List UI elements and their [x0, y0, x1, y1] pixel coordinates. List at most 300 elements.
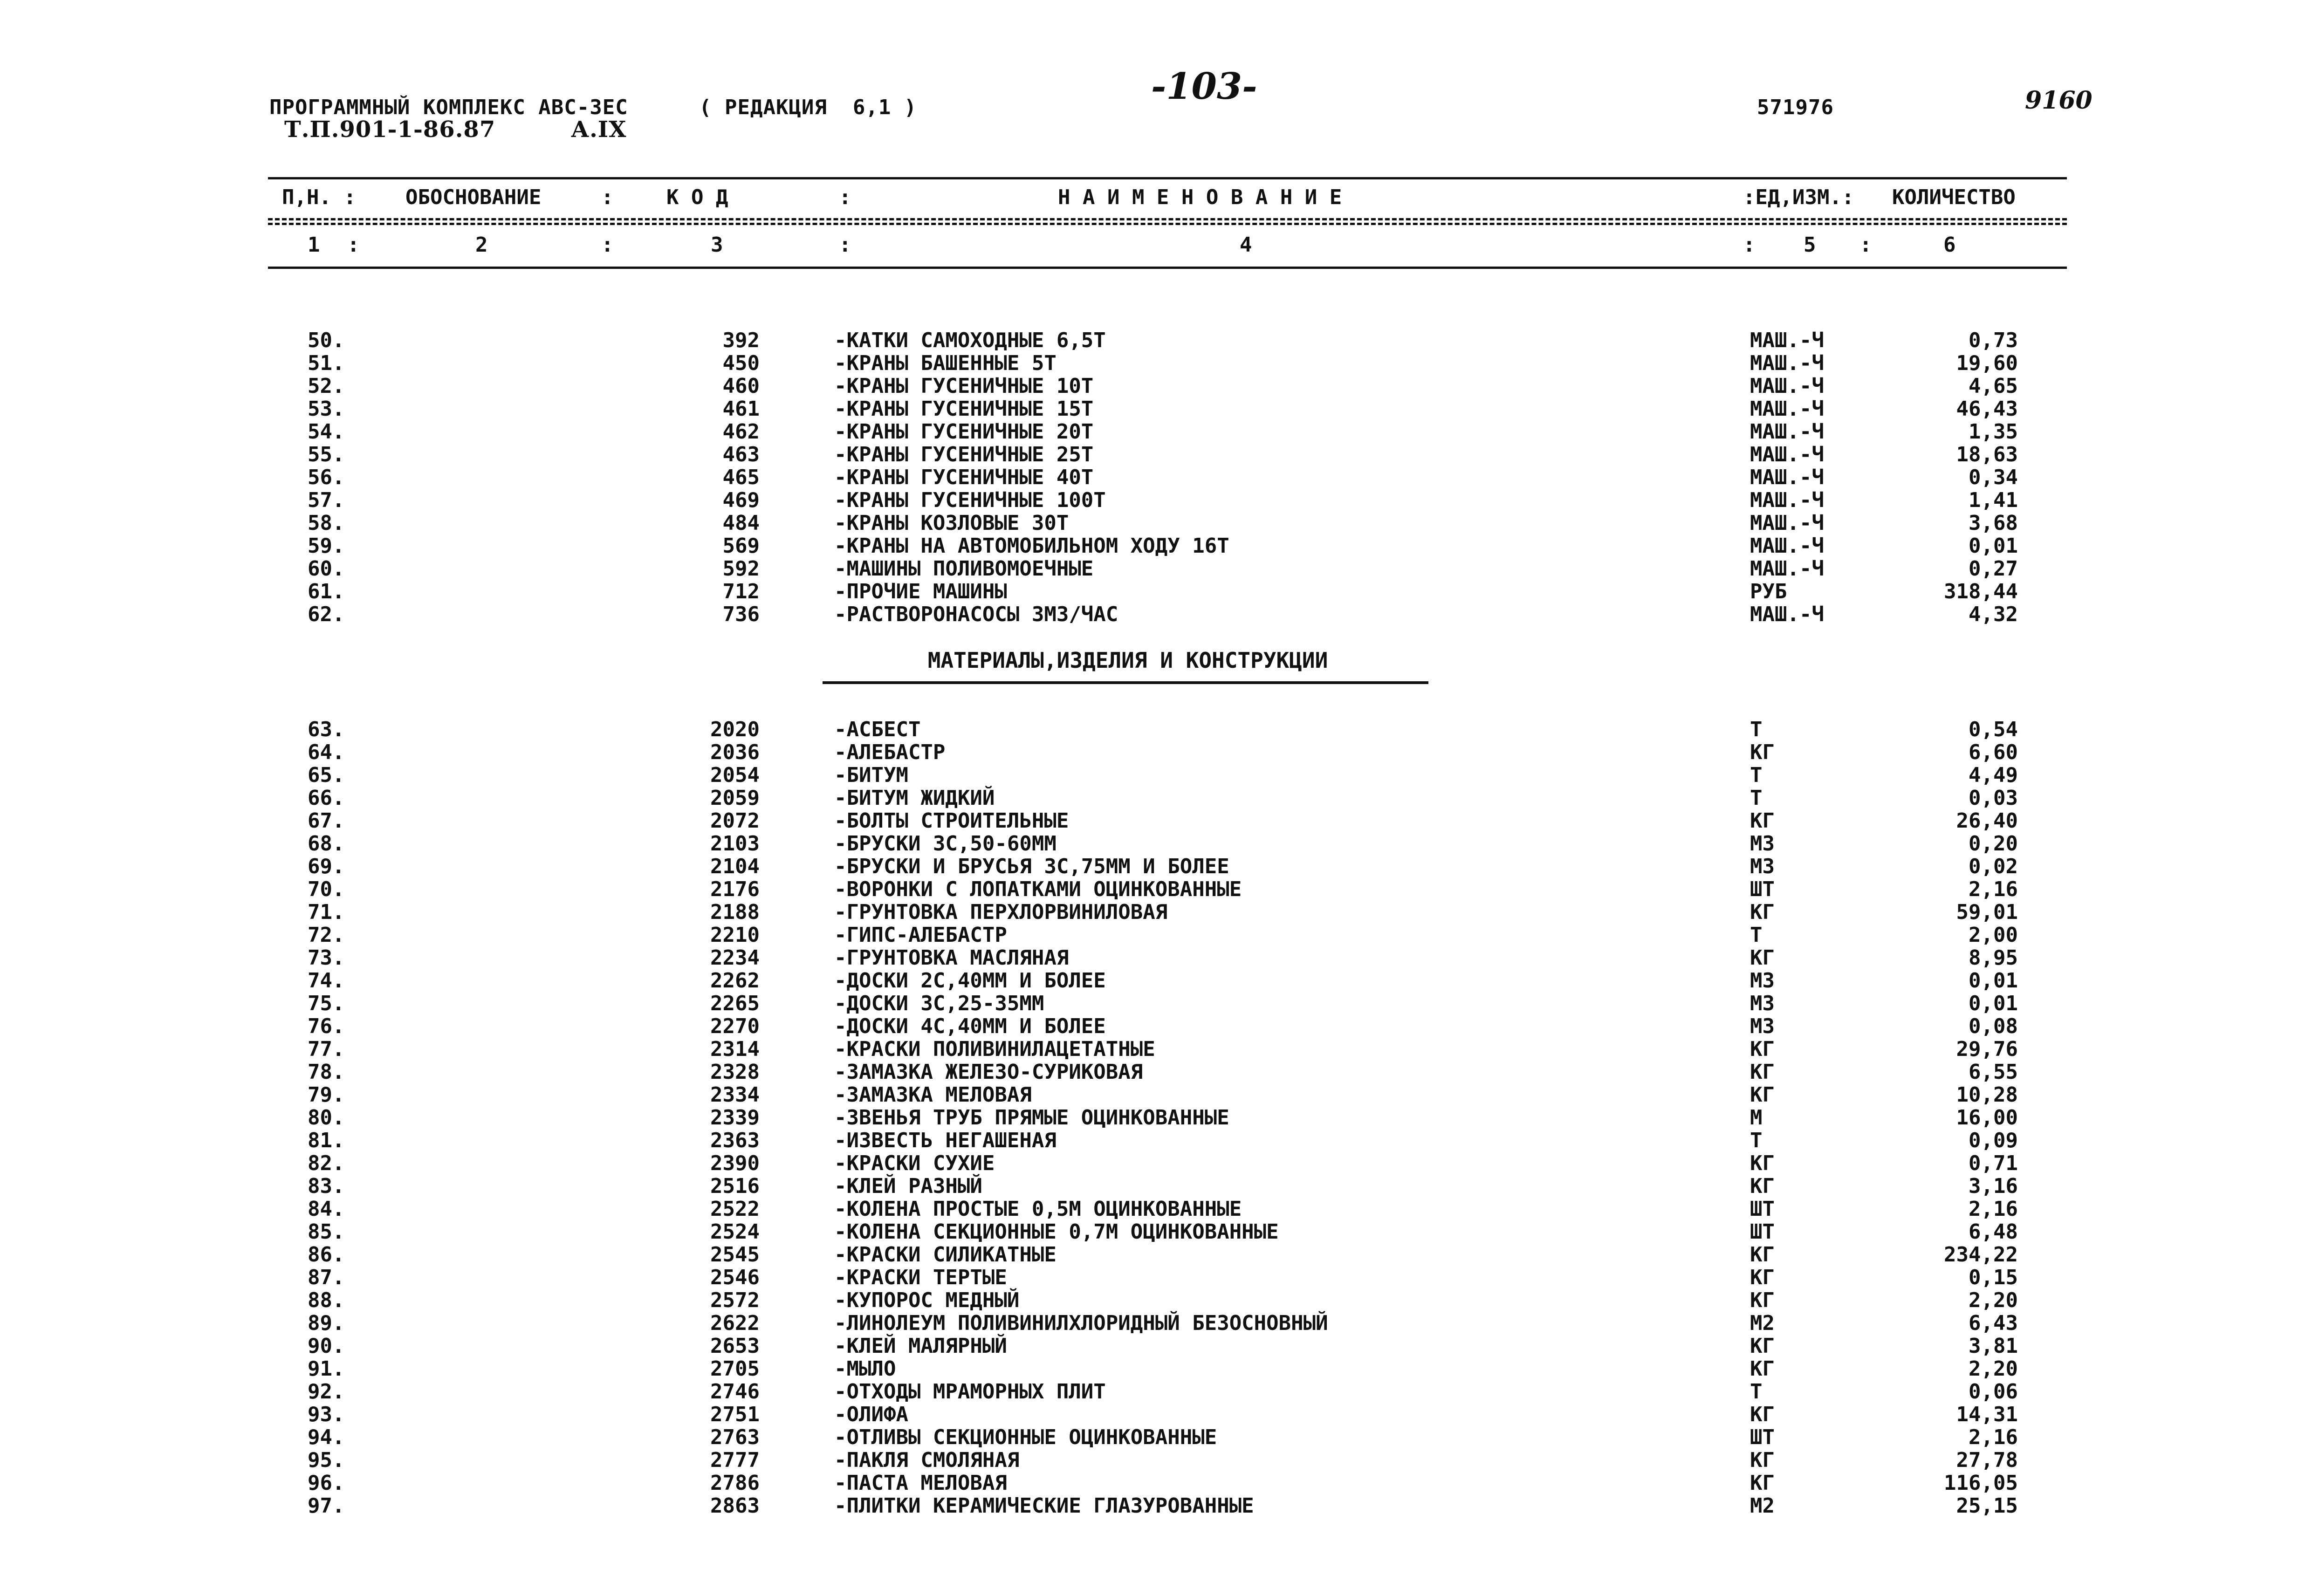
table-row [0, 1014, 2312, 1038]
row-quantity: 0,01 [1969, 992, 2018, 1015]
row-code: 2188 [710, 900, 760, 924]
row-number: 81. [308, 1129, 345, 1152]
row-name: -КЛЕЙ МАЛЯРНЫЙ [834, 1334, 1007, 1358]
table-row [0, 397, 2312, 420]
row-unit: КГ [1750, 1357, 1775, 1381]
table-row [0, 923, 2312, 946]
row-name: -АСБЕСТ [834, 718, 921, 741]
row-number: 74. [308, 969, 345, 993]
row-code: 463 [722, 443, 760, 466]
row-number: 68. [308, 832, 345, 856]
row-code: 2210 [710, 923, 760, 947]
row-unit: М2 [1750, 1311, 1775, 1335]
col-sep: : [1743, 233, 1756, 257]
row-quantity: 19,60 [1956, 351, 2018, 375]
table-row [0, 1448, 2312, 1472]
section-title: МАТЕРИАЛЫ,ИЗДЕЛИЯ И КОНСТРУКЦИИ [927, 648, 1328, 673]
row-number: 54. [308, 420, 345, 444]
table-row [0, 1471, 2312, 1494]
row-code: 484 [722, 511, 760, 535]
row-number: 58. [308, 511, 345, 535]
col-sep: : [347, 233, 360, 257]
row-number: 71. [308, 900, 345, 924]
row-name: -КРАНЫ БАШЕННЫЕ 5Т [834, 351, 1057, 375]
row-number: 59. [308, 534, 345, 558]
table-row [0, 603, 2312, 626]
row-name: -ПРОЧИЕ МАШИНЫ [834, 580, 1007, 603]
row-number: 55. [308, 443, 345, 466]
table-row [0, 1494, 2312, 1517]
row-quantity: 0,73 [1969, 329, 2018, 352]
table-row [0, 855, 2312, 878]
row-code: 2270 [710, 1014, 760, 1038]
row-name: -МЫЛО [834, 1357, 896, 1381]
row-unit: Т [1750, 923, 1763, 947]
row-code: 2522 [710, 1197, 760, 1221]
row-name: -ДОСКИ 3С,25-35ММ [834, 992, 1044, 1015]
row-unit: КГ [1750, 1334, 1775, 1358]
row-number: 66. [308, 786, 345, 810]
row-code: 2334 [710, 1083, 760, 1107]
doc-code: 571976 [1757, 96, 1834, 119]
table-row [0, 1129, 2312, 1152]
table-row [0, 466, 2312, 489]
row-quantity: 0,01 [1969, 969, 2018, 993]
row-quantity: 1,41 [1969, 488, 2018, 512]
row-code: 2746 [710, 1380, 760, 1404]
row-name: -ГРУНТОВКА ПЕРХЛОРВИНИЛОВАЯ [834, 900, 1168, 924]
row-unit: М3 [1750, 969, 1775, 993]
row-code: 2622 [710, 1311, 760, 1335]
edition: ( РЕДАКЦИЯ 6,1 ) [699, 96, 917, 119]
row-unit: РУБ [1750, 580, 1787, 603]
row-number: 97. [308, 1494, 345, 1518]
row-name: -КРАНЫ КОЗЛОВЫЕ 30Т [834, 511, 1069, 535]
table-row [0, 786, 2312, 809]
col-num-1: 1 [308, 233, 320, 257]
row-quantity: 318,44 [1944, 580, 2018, 603]
row-code: 2653 [710, 1334, 760, 1358]
row-number: 84. [308, 1197, 345, 1221]
table-row [0, 763, 2312, 787]
row-quantity: 0,15 [1969, 1266, 2018, 1289]
row-number: 52. [308, 374, 345, 398]
row-number: 80. [308, 1106, 345, 1130]
row-quantity: 234,22 [1944, 1243, 2018, 1267]
row-unit: Т [1750, 1380, 1763, 1404]
row-name: -ПЛИТКИ КЕРАМИЧЕСКИЕ ГЛАЗУРОВАННЫЕ [834, 1494, 1254, 1518]
table-row [0, 1220, 2312, 1243]
row-quantity: 4,49 [1969, 763, 2018, 787]
row-name: -ЗАМАЗКА МЕЛОВАЯ [834, 1083, 1032, 1107]
table-row [0, 580, 2312, 603]
row-unit: ШТ [1750, 1197, 1775, 1221]
table-row [0, 1334, 2312, 1357]
row-quantity: 8,95 [1969, 946, 2018, 970]
row-quantity: 0,02 [1969, 855, 2018, 878]
row-quantity: 0,34 [1969, 466, 2018, 489]
row-quantity: 16,00 [1956, 1106, 2018, 1130]
row-code: 2176 [710, 877, 760, 901]
row-quantity: 0,20 [1969, 832, 2018, 856]
row-quantity: 2,20 [1969, 1288, 2018, 1312]
header-rule-bottom [268, 267, 2067, 269]
row-code: 712 [722, 580, 760, 603]
row-quantity: 0,09 [1969, 1129, 2018, 1152]
row-unit: КГ [1750, 1083, 1775, 1107]
row-name: -КРАНЫ ГУСЕНИЧНЫЕ 40Т [834, 466, 1094, 489]
row-unit: ШТ [1750, 1425, 1775, 1449]
row-unit: М3 [1750, 992, 1775, 1015]
row-name: -БРУСКИ 3С,50-60ММ [834, 832, 1057, 856]
table-row [0, 443, 2312, 466]
row-number: 56. [308, 466, 345, 489]
row-quantity: 46,43 [1956, 397, 2018, 421]
col-head-sep: : [839, 185, 851, 209]
row-code: 736 [722, 603, 760, 626]
row-unit: МАШ.-Ч [1750, 329, 1824, 352]
row-quantity: 4,32 [1969, 603, 2018, 626]
row-code: 462 [722, 420, 760, 444]
row-number: 78. [308, 1060, 345, 1084]
row-name: -КОЛЕНА ПРОСТЫЕ 0,5М ОЦИНКОВАННЫЕ [834, 1197, 1242, 1221]
row-unit: КГ [1750, 1266, 1775, 1289]
row-code: 2072 [710, 809, 760, 833]
row-quantity: 1,35 [1969, 420, 2018, 444]
table-row [0, 420, 2312, 443]
row-quantity: 0,27 [1969, 557, 2018, 581]
row-name: -АЛЕБАСТР [834, 740, 946, 764]
row-quantity: 0,03 [1969, 786, 2018, 810]
row-unit: КГ [1750, 1060, 1775, 1084]
row-number: 79. [308, 1083, 345, 1107]
row-code: 469 [722, 488, 760, 512]
col-head-num: П,Н. : [282, 185, 356, 209]
header-rule-top [268, 177, 2067, 179]
row-number: 61. [308, 580, 345, 603]
row-quantity: 2,16 [1969, 1425, 2018, 1449]
row-unit: МАШ.-Ч [1750, 420, 1824, 444]
row-name: -БРУСКИ И БРУСЬЯ 3С,75ММ И БОЛЕЕ [834, 855, 1229, 878]
row-quantity: 2,16 [1969, 1197, 2018, 1221]
row-name: -ИЗВЕСТЬ НЕГАШЕНАЯ [834, 1129, 1057, 1152]
table-row [0, 1311, 2312, 1335]
row-unit: МАШ.-Ч [1750, 534, 1824, 558]
row-name: -ЛИНОЛЕУМ ПОЛИВИНИЛХЛОРИДНЫЙ БЕЗОСНОВНЫЙ [834, 1311, 1328, 1335]
row-code: 2545 [710, 1243, 760, 1267]
row-number: 73. [308, 946, 345, 970]
header-rule-mid-2 [268, 223, 2067, 225]
row-name: -КРАСКИ ТЕРТЫЕ [834, 1266, 1007, 1289]
row-name: -ГИПС-АЛЕБАСТР [834, 923, 1007, 947]
row-number: 77. [308, 1037, 345, 1061]
row-code: 592 [722, 557, 760, 581]
row-code: 2524 [710, 1220, 760, 1244]
row-name: -КРАСКИ ПОЛИВИНИЛАЦЕТАТНЫЕ [834, 1037, 1155, 1061]
row-quantity: 3,68 [1969, 511, 2018, 535]
row-code: 2516 [710, 1174, 760, 1198]
row-unit: КГ [1750, 1151, 1775, 1175]
row-number: 72. [308, 923, 345, 947]
row-name: -РАСТВОРОНАСОСЫ 3М3/ЧАС [834, 603, 1118, 626]
row-quantity: 3,16 [1969, 1174, 2018, 1198]
row-name: -ВОРОНКИ С ЛОПАТКАМИ ОЦИНКОВАННЫЕ [834, 877, 1242, 901]
row-name: -КРАСКИ СУХИЕ [834, 1151, 995, 1175]
table-row [0, 329, 2312, 352]
col-num-6: 6 [1943, 233, 1956, 257]
row-code: 2104 [710, 855, 760, 878]
row-name: -КРАНЫ ГУСЕНИЧНЫЕ 25Т [834, 443, 1094, 466]
row-unit: М [1750, 1106, 1763, 1130]
table-row [0, 511, 2312, 534]
table-row [0, 534, 2312, 557]
row-code: 2777 [710, 1448, 760, 1472]
table-row [0, 374, 2312, 397]
row-name: -БОЛТЫ СТРОИТЕЛЬНЫЕ [834, 809, 1069, 833]
row-code: 2059 [710, 786, 760, 810]
table-row [0, 1174, 2312, 1198]
row-unit: КГ [1750, 1037, 1775, 1061]
header-rule-mid [268, 218, 2067, 220]
row-name: -ПАСТА МЕЛОВАЯ [834, 1471, 1007, 1495]
row-code: 2103 [710, 832, 760, 856]
row-number: 51. [308, 351, 345, 375]
table-row [0, 1243, 2312, 1266]
table-row [0, 1380, 2312, 1403]
row-unit: ШТ [1750, 1220, 1775, 1244]
row-quantity: 2,20 [1969, 1357, 2018, 1381]
col-num-2: 2 [475, 233, 488, 257]
col-num-3: 3 [711, 233, 723, 257]
row-name: -ОТЛИВЫ СЕКЦИОННЫЕ ОЦИНКОВАННЫЕ [834, 1425, 1217, 1449]
row-code: 2265 [710, 992, 760, 1015]
row-number: 92. [308, 1380, 345, 1404]
row-unit: МАШ.-Ч [1750, 443, 1824, 466]
row-code: 569 [722, 534, 760, 558]
row-number: 96. [308, 1471, 345, 1495]
row-unit: КГ [1750, 1448, 1775, 1472]
row-name: -ДОСКИ 4С,40ММ И БОЛЕЕ [834, 1014, 1106, 1038]
table-row [0, 1037, 2312, 1061]
row-unit: Т [1750, 763, 1763, 787]
page-number: -103- [1151, 65, 1257, 108]
row-number: 88. [308, 1288, 345, 1312]
row-quantity: 25,15 [1956, 1494, 2018, 1518]
row-number: 95. [308, 1448, 345, 1472]
row-unit: МАШ.-Ч [1750, 397, 1824, 421]
row-unit: КГ [1750, 1174, 1775, 1198]
row-unit: КГ [1750, 809, 1775, 833]
row-number: 62. [308, 603, 345, 626]
row-number: 53. [308, 397, 345, 421]
col-sep: : [1859, 233, 1872, 257]
row-code: 2363 [710, 1129, 760, 1152]
row-code: 2339 [710, 1106, 760, 1130]
row-code: 450 [722, 351, 760, 375]
row-number: 85. [308, 1220, 345, 1244]
row-code: 2054 [710, 763, 760, 787]
row-code: 2546 [710, 1266, 760, 1289]
table-row [0, 946, 2312, 969]
row-name: -МАШИНЫ ПОЛИВОМОЕЧНЫЕ [834, 557, 1094, 581]
row-unit: МАШ.-Ч [1750, 374, 1824, 398]
row-quantity: 0,08 [1969, 1014, 2018, 1038]
row-quantity: 18,63 [1956, 443, 2018, 466]
table-row [0, 1425, 2312, 1449]
row-number: 50. [308, 329, 345, 352]
row-quantity: 59,01 [1956, 900, 2018, 924]
row-unit: МАШ.-Ч [1750, 603, 1824, 626]
col-head-unit: :ЕД,ИЗМ.: [1743, 185, 1854, 209]
row-number: 94. [308, 1425, 345, 1449]
col-sep: : [839, 233, 851, 257]
row-name: -КРАСКИ СИЛИКАТНЫЕ [834, 1243, 1057, 1267]
row-quantity: 6,43 [1969, 1311, 2018, 1335]
row-unit: М3 [1750, 1014, 1775, 1038]
row-code: 2572 [710, 1288, 760, 1312]
table-row [0, 351, 2312, 375]
row-unit: Т [1750, 718, 1763, 741]
row-quantity: 4,65 [1969, 374, 2018, 398]
row-unit: КГ [1750, 1471, 1775, 1495]
table-row [0, 809, 2312, 832]
table-row [0, 832, 2312, 855]
row-name: -ЗВЕНЬЯ ТРУБ ПРЯМЫЕ ОЦИНКОВАННЫЕ [834, 1106, 1229, 1130]
row-code: 460 [722, 374, 760, 398]
row-number: 69. [308, 855, 345, 878]
row-code: 2234 [710, 946, 760, 970]
col-num-5: 5 [1804, 233, 1816, 257]
table-row [0, 1151, 2312, 1175]
table-row [0, 1288, 2312, 1312]
row-code: 2786 [710, 1471, 760, 1495]
table-row [0, 1060, 2312, 1083]
row-number: 64. [308, 740, 345, 764]
row-quantity: 6,48 [1969, 1220, 2018, 1244]
col-head-qty: КОЛИЧЕСТВО [1892, 185, 2016, 209]
row-code: 2036 [710, 740, 760, 764]
row-unit: ШТ [1750, 877, 1775, 901]
row-name: -ОТХОДЫ МРАМОРНЫХ ПЛИТ [834, 1380, 1106, 1404]
row-quantity: 2,00 [1969, 923, 2018, 947]
row-unit: КГ [1750, 1243, 1775, 1267]
row-quantity: 0,06 [1969, 1380, 2018, 1404]
row-quantity: 3,81 [1969, 1334, 2018, 1358]
col-head-code: К О Д [666, 185, 728, 209]
row-quantity: 0,54 [1969, 718, 2018, 741]
row-name: -ОЛИФА [834, 1403, 908, 1426]
col-num-4: 4 [1240, 233, 1252, 257]
row-name: -КРАНЫ ГУСЕНИЧНЫЕ 10Т [834, 374, 1094, 398]
row-unit: КГ [1750, 946, 1775, 970]
row-quantity: 6,55 [1969, 1060, 2018, 1084]
row-name: -КЛЕЙ РАЗНЫЙ [834, 1174, 982, 1198]
row-name: -КАТКИ САМОХОДНЫЕ 6,5Т [834, 329, 1106, 352]
table-row [0, 969, 2312, 992]
row-unit: МАШ.-Ч [1750, 351, 1824, 375]
row-code: 461 [722, 397, 760, 421]
row-code: 2705 [710, 1357, 760, 1381]
row-quantity: 29,76 [1956, 1037, 2018, 1061]
row-name: -ГРУНТОВКА МАСЛЯНАЯ [834, 946, 1069, 970]
row-number: 83. [308, 1174, 345, 1198]
row-quantity: 6,60 [1969, 740, 2018, 764]
row-quantity: 0,01 [1969, 534, 2018, 558]
row-number: 76. [308, 1014, 345, 1038]
col-head-name: Н А И М Е Н О В А Н И Е [1058, 185, 1342, 209]
row-quantity: 0,71 [1969, 1151, 2018, 1175]
row-unit: МАШ.-Ч [1750, 466, 1824, 489]
row-name: -КРАНЫ ГУСЕНИЧНЫЕ 100Т [834, 488, 1106, 512]
section-rule [823, 681, 1428, 684]
col-head-basis: ОБОСНОВАНИЕ [405, 185, 542, 209]
row-name: -БИТУМ ЖИДКИЙ [834, 786, 995, 810]
table-row [0, 1083, 2312, 1106]
row-name: -КРАНЫ ГУСЕНИЧНЫЕ 15Т [834, 397, 1094, 421]
table-row [0, 1403, 2312, 1426]
table-row [0, 718, 2312, 741]
table-row [0, 992, 2312, 1015]
row-name: -КРАНЫ ГУСЕНИЧНЫЕ 20Т [834, 420, 1094, 444]
row-unit: КГ [1750, 740, 1775, 764]
row-code: 2751 [710, 1403, 760, 1426]
col-sep: : [601, 233, 614, 257]
table-row [0, 557, 2312, 580]
row-unit: МАШ.-Ч [1750, 488, 1824, 512]
row-quantity: 27,78 [1956, 1448, 2018, 1472]
row-quantity: 14,31 [1956, 1403, 2018, 1426]
table-row [0, 1357, 2312, 1380]
row-number: 87. [308, 1266, 345, 1289]
row-number: 82. [308, 1151, 345, 1175]
table-row [0, 740, 2312, 764]
row-unit: КГ [1750, 1403, 1775, 1426]
sheet-number: 9160 [2025, 86, 2092, 115]
row-name: -КРАНЫ НА АВТОМОБИЛЬНОМ ХОДУ 16Т [834, 534, 1229, 558]
row-name: -ПАКЛЯ СМОЛЯНАЯ [834, 1448, 1020, 1472]
row-code: 2262 [710, 969, 760, 993]
row-code: 392 [722, 329, 760, 352]
row-number: 70. [308, 877, 345, 901]
row-quantity: 26,40 [1956, 809, 2018, 833]
table-row [0, 1266, 2312, 1289]
row-code: 2763 [710, 1425, 760, 1449]
table-row [0, 1106, 2312, 1129]
row-unit: КГ [1750, 1288, 1775, 1312]
table-row [0, 1197, 2312, 1220]
row-unit: МАШ.-Ч [1750, 557, 1824, 581]
row-quantity: 2,16 [1969, 877, 2018, 901]
row-code: 2328 [710, 1060, 760, 1084]
row-code: 2314 [710, 1037, 760, 1061]
row-name: -КОЛЕНА СЕКЦИОННЫЕ 0,7М ОЦИНКОВАННЫЕ [834, 1220, 1279, 1244]
row-number: 63. [308, 718, 345, 741]
row-name: -БИТУМ [834, 763, 908, 787]
row-unit: Т [1750, 1129, 1763, 1152]
row-code: 465 [722, 466, 760, 489]
row-number: 60. [308, 557, 345, 581]
row-number: 90. [308, 1334, 345, 1358]
row-number: 93. [308, 1403, 345, 1426]
table-row [0, 877, 2312, 901]
row-number: 89. [308, 1311, 345, 1335]
row-code: 2020 [710, 718, 760, 741]
row-name: -ЗАМАЗКА ЖЕЛЕЗО-СУРИКОВАЯ [834, 1060, 1143, 1084]
row-unit: КГ [1750, 900, 1775, 924]
row-unit: Т [1750, 786, 1763, 810]
row-number: 86. [308, 1243, 345, 1267]
row-number: 67. [308, 809, 345, 833]
